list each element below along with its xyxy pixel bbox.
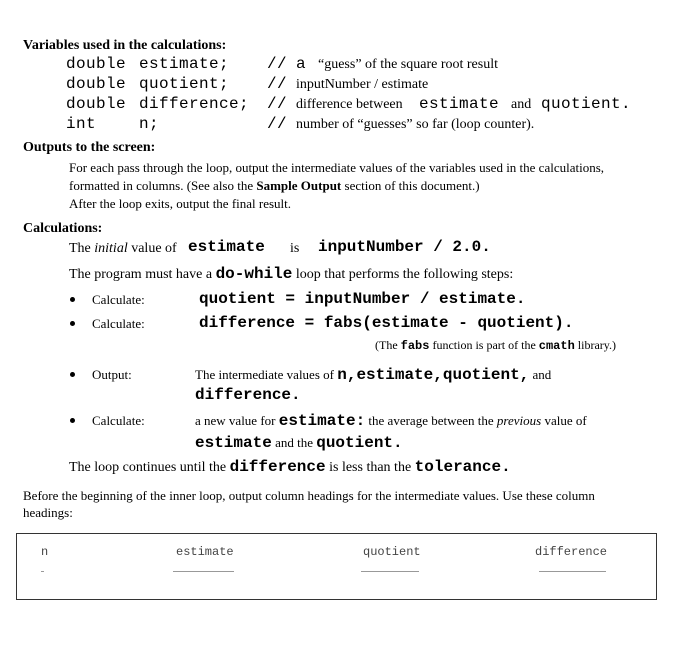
column-heading-estimate: estimate bbox=[176, 545, 234, 559]
column-headings-box bbox=[16, 533, 657, 600]
var-name: difference; bbox=[139, 95, 250, 113]
var-comment: inputNumber / estimate bbox=[296, 77, 429, 92]
comment-slashes: // bbox=[267, 55, 288, 73]
bullet bbox=[70, 321, 75, 326]
step-label: Calculate: bbox=[92, 316, 145, 331]
step-label: Calculate: bbox=[92, 292, 145, 307]
var-comment: number of “guesses” so far (loop counter). bbox=[296, 117, 535, 132]
before-loop-text: Before the beginning of the inner loop, output column headings for the intermediate values. Use these column bbox=[23, 488, 595, 503]
column-heading-difference: difference bbox=[535, 545, 608, 559]
initial-is: is bbox=[290, 241, 300, 256]
bullet bbox=[70, 372, 75, 377]
bullet bbox=[70, 418, 75, 423]
outputs-text: For each pass through the loop, output the intermediate values of the variables used in the calculations, bbox=[69, 160, 605, 175]
outputs-text: formatted in columns. (See also the Sample Output section of this document.) bbox=[69, 178, 480, 193]
var-comment: difference between bbox=[296, 97, 403, 112]
outputs-text: After the loop exits, output the final result. bbox=[69, 196, 292, 211]
loop-continues-line: The loop continues until the difference is less than the tolerance. bbox=[69, 458, 511, 476]
comment-slashes: // bbox=[267, 115, 288, 133]
initial-value-line: The initial value of bbox=[69, 241, 177, 256]
step-estimate-text: a new value for estimate: the average between the previous value of bbox=[195, 412, 587, 430]
column-heading-n: n bbox=[41, 545, 49, 559]
heading-underline bbox=[173, 571, 234, 572]
var-comment: and bbox=[511, 97, 532, 112]
heading-underline bbox=[539, 571, 606, 572]
step-output-text: The intermediate values of n,estimate,quotient, and bbox=[195, 366, 552, 384]
outputs-heading: Outputs to the screen: bbox=[23, 140, 156, 155]
step-estimate-text: estimate and the quotient. bbox=[195, 434, 403, 452]
var-comment: “guess” of the square root result bbox=[318, 57, 498, 72]
before-loop-text: headings: bbox=[23, 505, 73, 520]
step-label: Calculate: bbox=[92, 413, 145, 428]
step-code: difference = fabs(estimate - quotient). bbox=[199, 314, 574, 332]
var-comment-code: quotient. bbox=[541, 95, 632, 113]
var-name: quotient; bbox=[139, 75, 230, 93]
code-estimate: estimate bbox=[188, 238, 265, 256]
var-type: int bbox=[66, 115, 97, 133]
column-heading-quotient: quotient bbox=[363, 545, 421, 559]
heading-underline bbox=[361, 571, 419, 572]
var-comment-code: estimate bbox=[419, 95, 500, 113]
variables-heading: Variables used in the calculations: bbox=[23, 38, 227, 53]
step-output-code: difference. bbox=[195, 386, 301, 404]
var-name: estimate; bbox=[139, 55, 230, 73]
step-code: quotient = inputNumber / estimate. bbox=[199, 290, 526, 308]
var-type: double bbox=[66, 75, 127, 93]
var-comment-code: a bbox=[296, 55, 307, 73]
var-type: double bbox=[66, 55, 127, 73]
step-label: Output: bbox=[92, 367, 132, 382]
var-type: double bbox=[66, 95, 127, 113]
heading-underline bbox=[41, 571, 44, 572]
var-name: n; bbox=[139, 115, 160, 133]
calculations-heading: Calculations: bbox=[23, 221, 103, 236]
do-while-line: The program must have a do-while loop that performs the following steps: bbox=[69, 265, 514, 283]
code-initial-expression: inputNumber / 2.0. bbox=[318, 238, 491, 256]
bullet bbox=[70, 297, 75, 302]
fabs-note: (The fabs function is part of the cmath library.) bbox=[375, 338, 616, 353]
comment-slashes: // bbox=[267, 75, 288, 93]
comment-slashes: // bbox=[267, 95, 288, 113]
